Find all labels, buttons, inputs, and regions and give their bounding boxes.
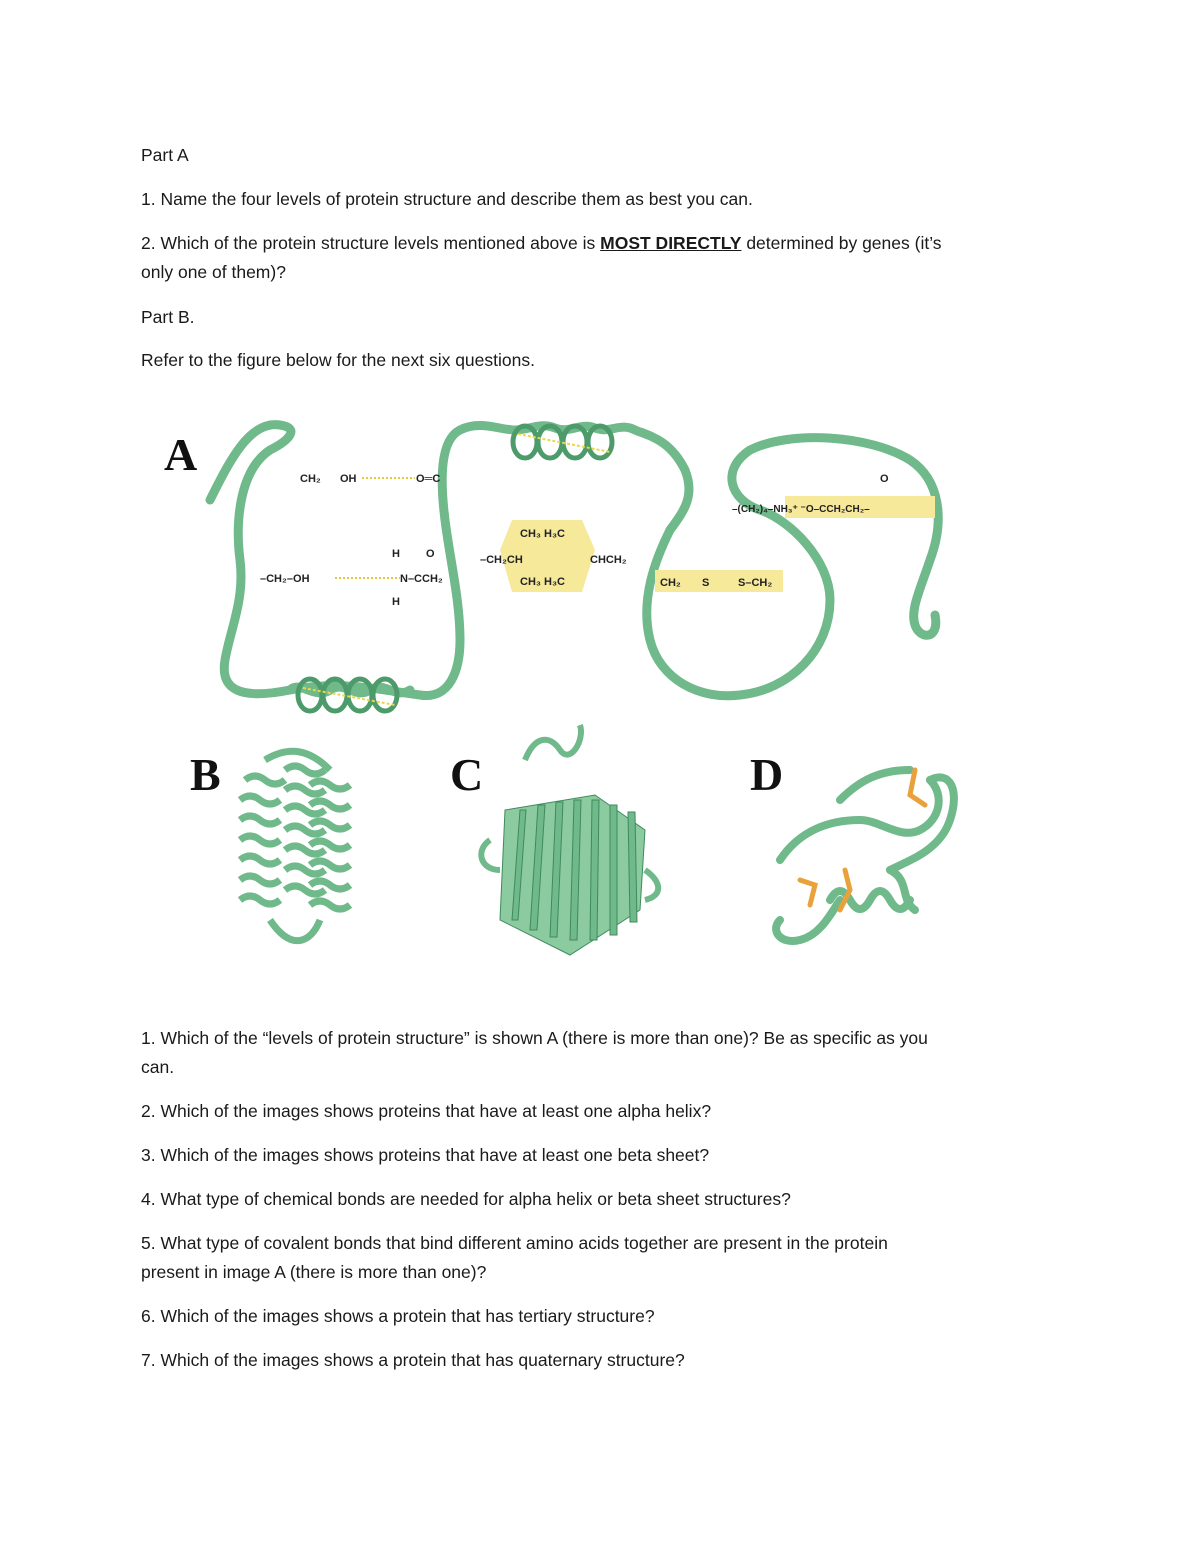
part-b-question-2: 2. Which of the images shows proteins that have at least one alpha helix?	[141, 1101, 712, 1121]
chem-h-bottom: H	[392, 596, 400, 608]
part-b-question-1: 1. Which of the “levels of protein structure” is shown A (there is more than one)? Be as specific as you	[141, 1028, 928, 1048]
chem-nccH2: N–CCH₂	[400, 573, 443, 585]
part-a-heading: Part A	[141, 145, 189, 165]
chem-o-ionic: O	[880, 473, 889, 485]
part-b-heading: Part B.	[141, 307, 195, 327]
panel-label-d: D	[750, 749, 784, 800]
chem-ss-ch2: CH₂	[660, 577, 681, 589]
part-b-question-5-cont: present in image A (there is more than one)?	[141, 1262, 487, 1282]
q2-emphasis: MOST DIRECTLY	[600, 233, 742, 253]
part-b-question-1-cont: can.	[141, 1057, 175, 1077]
part-b-question-4: 4. What type of chemical bonds are needed for alpha helix or beta sheet structures?	[141, 1189, 791, 1209]
chem-oh-top: OH	[340, 473, 357, 485]
protein-structure-figure	[140, 400, 1060, 990]
chem-o-top: O	[426, 548, 435, 560]
part-b-question-6: 6. Which of the images shows a protein that has tertiary structure?	[141, 1306, 655, 1326]
helix-bundle	[240, 751, 350, 940]
chem-h-top: H	[392, 548, 400, 560]
chem-ss-s2: S–CH₂	[738, 577, 773, 589]
q2-text-post: determined by genes (it’s	[741, 233, 942, 253]
chem-oeqc: O═C	[416, 473, 441, 485]
ribbon-left	[210, 425, 460, 696]
panel-label-c: C	[450, 749, 484, 800]
ribbon-small-protein	[776, 770, 954, 941]
part-b-intro: Refer to the figure below for the next six questions.	[141, 350, 535, 370]
part-b-question-3: 3. Which of the images shows proteins that have at least one beta sheet?	[141, 1145, 710, 1165]
chem-ionic: –(CH₂)₄–NH₃⁺ ⁻O–CCH₂CH₂–	[732, 504, 870, 515]
chem-ch2ch: –CH₂CH	[480, 554, 523, 566]
ribbon-top-helix	[460, 426, 689, 530]
part-a-question-2-cont: only one of them)?	[141, 262, 286, 282]
part-a-question-2	[141, 229, 942, 258]
panel-a	[164, 425, 938, 711]
panel-label-b: B	[190, 749, 221, 800]
chem-ch3h3c-top: CH₃ H₃C	[520, 528, 566, 540]
panel-b	[190, 749, 350, 941]
chem-ch2-top: CH₂	[300, 473, 321, 485]
chem-ss-s1: S	[702, 577, 710, 589]
chem-ch3h3c-bottom: CH₃ H₃C	[520, 576, 566, 588]
chem-chch2: CHCH₂	[590, 554, 627, 566]
part-a-question-1: 1. Name the four levels of protein structure and describe them as best you can.	[141, 189, 753, 209]
beta-barrel	[481, 725, 658, 955]
panel-label-a: A	[164, 429, 198, 480]
part-b-question-5: 5. What type of covalent bonds that bind different amino acids together are present in the protein	[141, 1233, 888, 1253]
q2-text-pre: 2. Which of the protein structure levels mentioned above is	[141, 233, 601, 253]
chem-ch2oh: –CH₂–OH	[260, 573, 310, 585]
panel-d	[750, 749, 954, 941]
panel-c	[450, 725, 658, 955]
part-b-question-7: 7. Which of the images shows a protein that has quaternary structure?	[141, 1350, 685, 1370]
